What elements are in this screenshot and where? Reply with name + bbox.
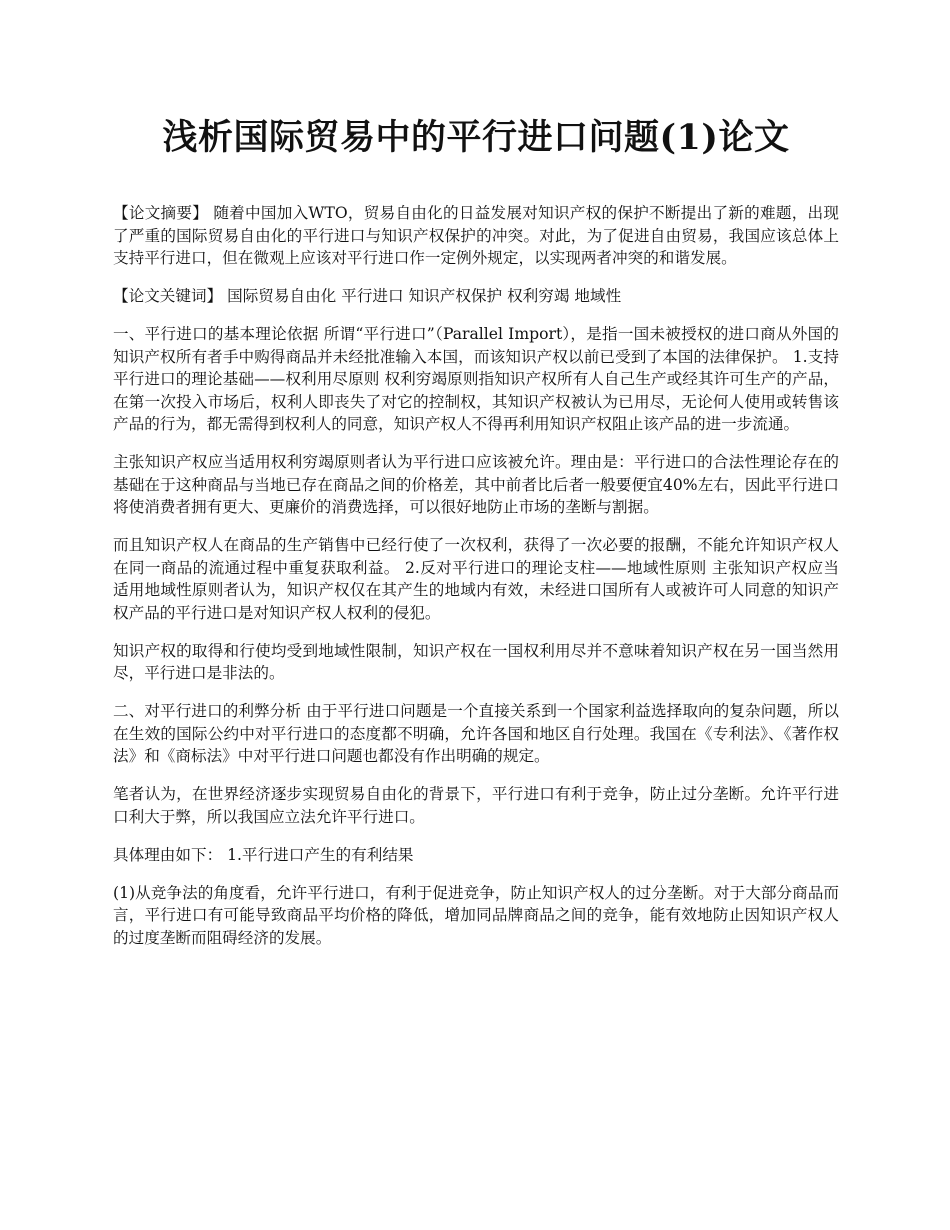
paragraph: 主张知识产权应当适用权利穷竭原则者认为平行进口应该被允许。理由是：平行进口的合法性理论存在的基础在于这种商品与当地已存在商品之间的价格差，其中前者比后者一般要便宜40%左右，因此平行进口将使消费者拥有更大、更廉价的消费选择，可以很好地防止市场的垄断与割据。 (113, 453, 839, 516)
document-title: 浅析国际贸易中的平行进口问题(1)论文 (162, 117, 790, 158)
paragraph: (1)从竞争法的角度看，允许平行进口，有利于促进竞争，防止知识产权人的过分垄断。对于大部分商品而言，平行进口有可能导致商品平均价格的降低，增加同品牌商品之间的竞争，能有效地防止因知识产权人的过度垄断而阻碍经济的发展。 (113, 883, 839, 947)
paragraph: 一、平行进口的基本理论依据 所谓“平行进口”（Parallel Import），是指一国未被授权的进口商从外国的知识产权所有者手中购得商品并未经批准输入本国，而该知识产权以前已受到了本国的法律保护。 1.支持平行进口的理论基础——权利用尽原则 权利穷竭原则指知识产权所有人自己生产或经其许可生产的产品，在第一次投入市场后，权利人即丧失了对它的控制权，其知识产权被认为已用尽，无论何人使用或转售该产品的行为，都无需得到权利人的同意，知识产权人不得再利用知识产权阻止该产品的进一步流通。 (113, 325, 839, 433)
paragraph: 而且知识产权人在商品的生产销售中已经行使了一次权利，获得了一次必要的报酬，不能允许知识产权人在同一商品的流通过程中重复获取利益。 2.反对平行进口的理论支柱——地域性原则 主张知识产权应当适用地域性原则者认为，知识产权仅在其产生的地域内有效，未经进口国所有人或被许可人同意的知识产权产品的平行进口是对知识产权人权利的侵犯。 (113, 536, 839, 622)
paragraph: 二、对平行进口的利弊分析 由于平行进口问题是一个直接关系到一个国家利益选择取向的复杂问题，所以在生效的国际公约中对平行进口的态度都不明确，允许各国和地区自行处理。我国在《专利法》、《著作权法》和《商标法》中对平行进口问题也都没有作出明确的规定。 (113, 702, 839, 765)
document-page (113, 110, 839, 965)
paragraph-abstract: 【论文摘要】 随着中国加入WTO，贸易自由化的日益发展对知识产权的保护不断提出了新的难题，出现了严重的国际贸易自由化的平行进口与知识产权保护的冲突。对此，为了促进自由贸易，我国应该总体上支持平行进口，但在微观上应该对平行进口作一定例外规定，以实现两者冲突的和谐发展。 (113, 204, 839, 267)
paragraph: 具体理由如下： 1.平行进口产生的有利结果 (113, 845, 414, 864)
paragraph-keywords: 【论文关键词】 国际贸易自由化 平行进口 知识产权保护 权利穷竭 地域性 (113, 287, 622, 305)
paragraph: 笔者认为，在世界经济逐步实现贸易自由化的背景下，平行进口有利于竞争，防止过分垄断。允许平行进口利大于弊，所以我国应立法允许平行进口。 (113, 785, 839, 826)
paragraph: 知识产权的取得和行使均受到地域性限制，知识产权在一国权利用尽并不意味着知识产权在另一国当然用尽，平行进口是非法的。 (113, 641, 839, 682)
